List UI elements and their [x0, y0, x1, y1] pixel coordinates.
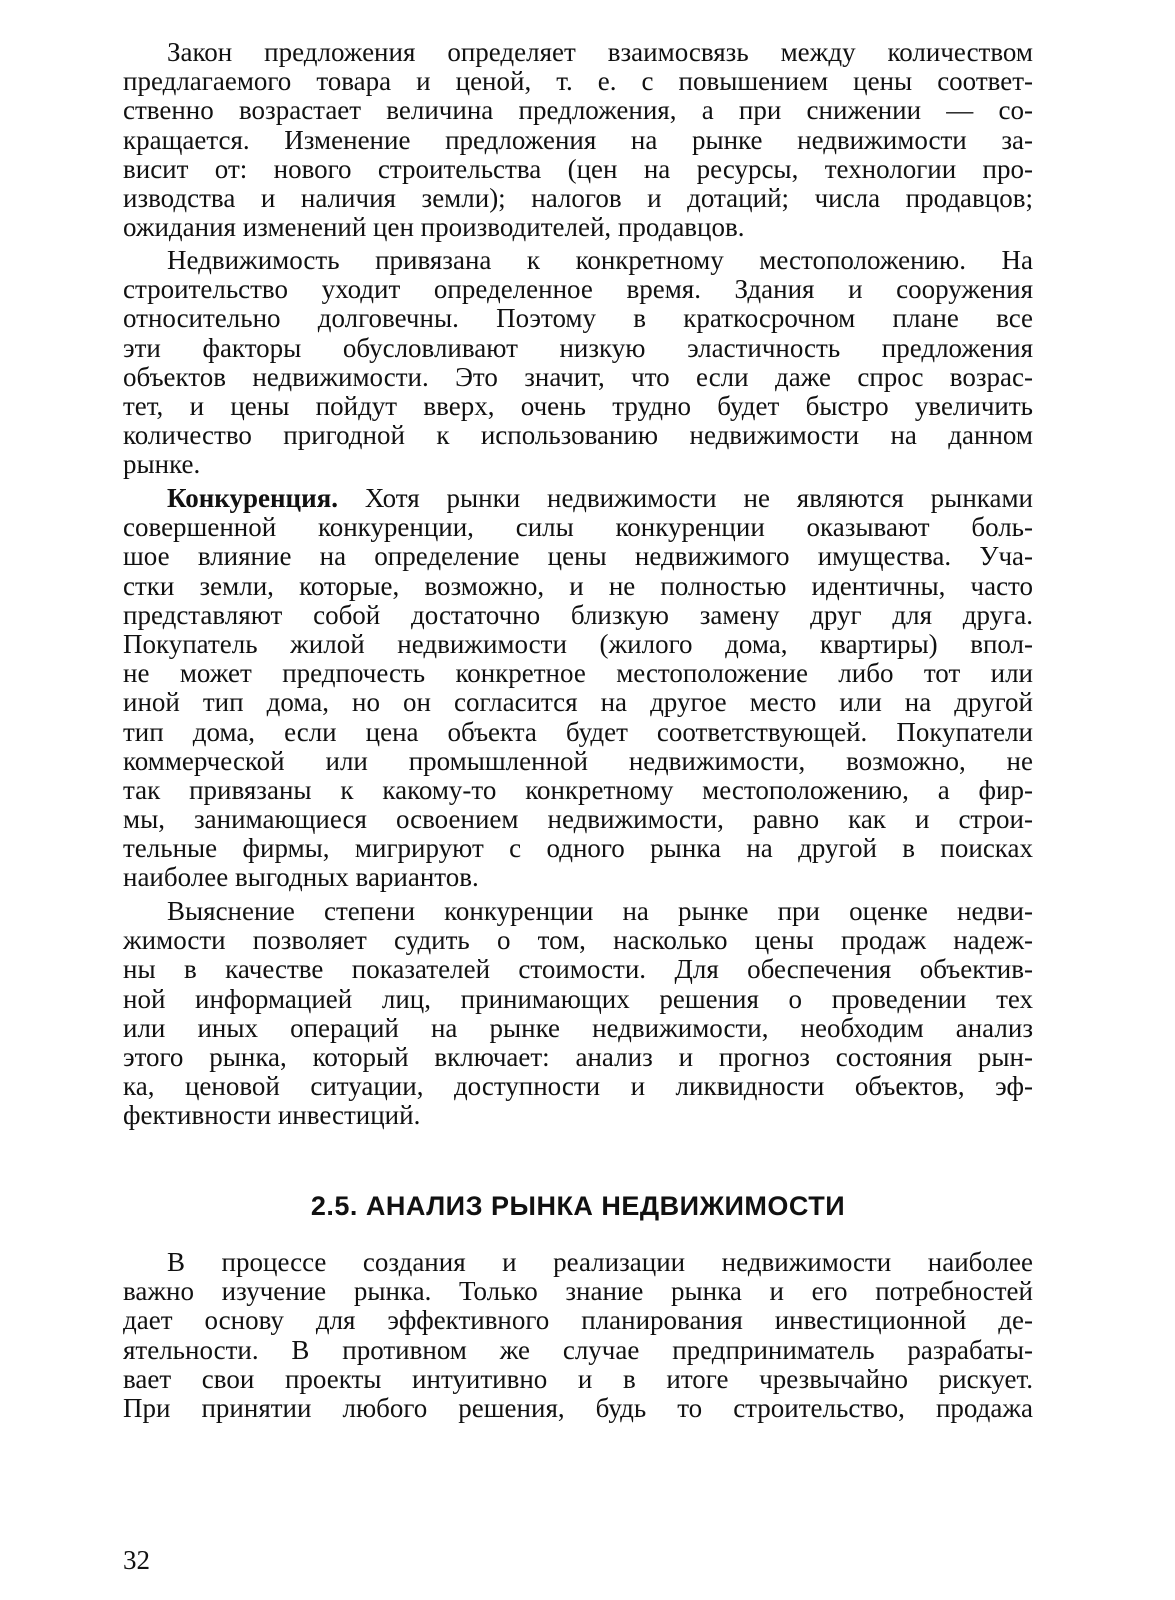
- text-line: висит от: нового строительства (цен на ресурсы, технологии про-: [123, 153, 1033, 184]
- text-line: изводства и наличия земли); налогов и дотаций; числа продавцов;: [123, 182, 1033, 213]
- text-line: ка, ценовой ситуации, доступности и ликвидности объектов, эф-: [123, 1071, 1033, 1102]
- text-line: ятельности. В противном же случае предприниматель разрабаты-: [123, 1334, 1033, 1365]
- text-fragment: Хотя рынки недвижимости не являются рынками: [364, 483, 1033, 513]
- text-line: дает основу для эффективного планирования инвестиционной де-: [123, 1305, 1033, 1336]
- paragraph-market-study: [123, 1248, 1033, 1423]
- text-line: мы, занимающиеся освоением недвижимости, равно как и строи-: [123, 804, 1033, 835]
- text-line: строительство уходит определенное время. Здания и сооружения: [123, 274, 1033, 305]
- text-line: жимости позволяет судить о том, насколько цены продаж надеж-: [123, 925, 1033, 956]
- text-line: предлагаемого товара и ценой, т. е. с повышением цены соответ-: [123, 66, 1033, 97]
- page-number: 32: [123, 1545, 150, 1575]
- text-line: относительно долговечны. Поэтому в краткосрочном плане все: [123, 303, 1033, 334]
- text-line: эти факторы обусловливают низкую эластичность предложения: [123, 332, 1033, 363]
- text-line: тип дома, если цена объекта будет соответствующей. Покупатели: [123, 716, 1033, 747]
- text-line: Закон предложения определяет взаимосвязь между количеством: [167, 37, 1033, 67]
- text-line: рынке.: [123, 449, 201, 480]
- text-line: коммерческой или промышленной недвижимости, возможно, не: [123, 745, 1033, 776]
- text-line: важно изучение рынка. Только знание рынка и его потребностей: [123, 1276, 1033, 1307]
- text-line: стки земли, которые, возможно, и не полностью идентичны, часто: [123, 570, 1033, 601]
- text-line: наиболее выгодных вариантов.: [123, 862, 479, 893]
- text-line: иной тип дома, но он согласится на другое место или на другой: [123, 687, 1033, 718]
- text-line: При принятии любого решения, будь то строительство, продажа: [123, 1392, 1033, 1423]
- text-line: кращается. Изменение предложения на рынке недвижимости за-: [123, 124, 1033, 155]
- text-line: Покупатель жилой недвижимости (жилого дома, квартиры) впол-: [123, 628, 1033, 659]
- text-line: В процессе создания и реализации недвижимости наиболее: [167, 1247, 1033, 1277]
- text-line: ны в качестве показателей стоимости. Для обеспечения объектив-: [123, 954, 1033, 985]
- text-line: ожидания изменений цен производителей, продавцов.: [123, 212, 745, 243]
- text-line: совершенной конкуренции, силы конкуренции оказывают боль-: [123, 512, 1033, 543]
- text-line: Выяснение степени конкуренции на рынке при оценке недви-: [167, 896, 1033, 926]
- text-line: так привязаны к какому-то конкретному местоположению, а фир-: [123, 774, 1033, 805]
- paragraph-supply-law: [123, 38, 1033, 242]
- text-line: фективности инвестиций.: [123, 1100, 421, 1131]
- term-competition: Конкуренция.: [167, 483, 338, 513]
- text-line: или иных операций на рынке недвижимости, необходим анализ: [123, 1012, 1033, 1043]
- text-line: тельные фирмы, мигрируют с одного рынка на другой в поисках: [123, 833, 1033, 864]
- text-line: этого рынка, который включает: анализ и прогноз состояния рын-: [123, 1041, 1033, 1072]
- text-line: не может предпочесть конкретное местоположение либо тот или: [123, 658, 1033, 689]
- text-line: [123, 484, 1033, 513]
- text-line: количество пригодной к использованию недвижимости на данном: [123, 420, 1033, 451]
- text-line: представляют собой достаточно близкую замену друг для друга.: [123, 599, 1033, 630]
- paragraph-location: [123, 246, 1033, 480]
- text-line: ственно возрастает величина предложения, а при снижении — со-: [123, 95, 1033, 126]
- text-line: тет, и цены пойдут вверх, очень трудно будет быстро увеличить: [123, 390, 1033, 421]
- paragraph-competition: [123, 484, 1033, 893]
- text-line: Недвижимость привязана к конкретному местоположению. На: [167, 245, 1033, 275]
- text-line: ной информацией лиц, принимающих решения о проведении тех: [123, 983, 1033, 1014]
- paragraph-market-analysis: [123, 897, 1033, 1131]
- text-line: объектов недвижимости. Это значит, что если даже спрос возрас-: [123, 361, 1033, 392]
- section-heading: 2.5. АНАЛИЗ РЫНКА НЕДВИЖИМОСТИ: [310, 1191, 846, 1221]
- text-line: вает свои проекты интуитивно и в итоге чрезвычайно рискует.: [123, 1363, 1033, 1394]
- text-line: шое влияние на определение цены недвижимого имущества. Уча-: [123, 541, 1033, 572]
